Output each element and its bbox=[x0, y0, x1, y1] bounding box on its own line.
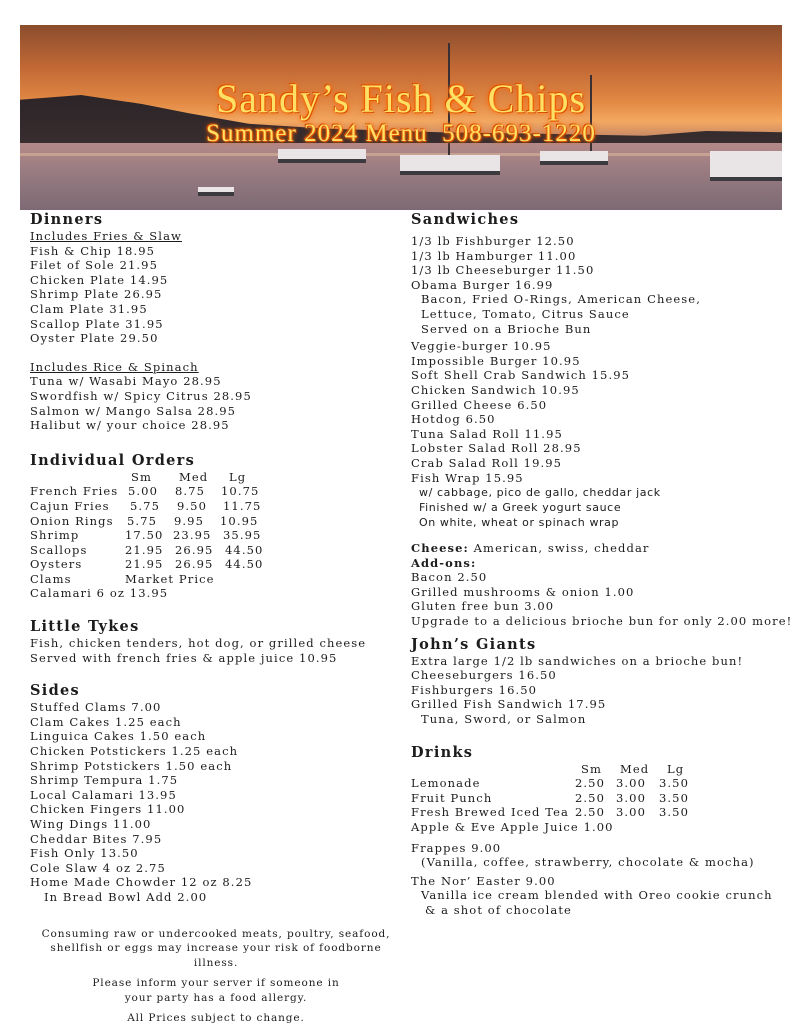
menu-item: 1/3 lb Cheeseburger 11.50 bbox=[411, 263, 595, 278]
col-med: Med bbox=[620, 761, 650, 776]
menu-item-desc: Lettuce, Tomato, Citrus Sauce bbox=[421, 306, 630, 321]
menu-item: Scallop Plate 31.95 bbox=[30, 316, 164, 331]
addon-item: Gluten free bun 3.00 bbox=[411, 599, 555, 614]
menu-item: Local Calamari 13.95 bbox=[30, 787, 177, 802]
menu-item: Impossible Burger 10.95 bbox=[411, 353, 581, 368]
food-safety-warning: shellfish or eggs may increase your risk of foodborne illness. bbox=[50, 942, 382, 969]
price-disclaimer: All Prices subject to change. bbox=[127, 1012, 305, 1024]
menu-item: Grilled Cheese 6.50 bbox=[411, 397, 548, 412]
moored-boat bbox=[400, 155, 500, 175]
col-lg: Lg bbox=[229, 469, 247, 484]
menu-item-desc: On white, wheat or spinach wrap bbox=[419, 516, 620, 530]
menu-item-desc: (Vanilla, coffee, strawberry, chocolate & mocha) bbox=[421, 855, 755, 870]
menu-item: Clam Cakes 1.25 each bbox=[30, 714, 182, 729]
price-row: Shrimp 17.50 23.95 35.95 bbox=[30, 528, 262, 543]
price-row: Clams Market Price bbox=[30, 571, 215, 586]
allergy-notice: Please inform your server if someone in bbox=[92, 977, 340, 990]
header-banner bbox=[20, 25, 782, 210]
food-safety-warning: Consuming raw or undercooked meats, poultry, seafood, bbox=[41, 927, 391, 940]
menu-item: Chicken Plate 14.95 bbox=[30, 272, 169, 287]
menu-item: Apple & Eve Apple Juice 1.00 bbox=[411, 820, 614, 834]
menu-item: Salmon w/ Mango Salsa 28.95 bbox=[30, 403, 237, 418]
sandwiches-heading: Sandwiches bbox=[411, 211, 520, 228]
cheese-options bbox=[411, 541, 791, 556]
menu-item-note: In Bread Bowl Add 2.00 bbox=[44, 889, 208, 904]
restaurant-title: Sandy’s Fish & Chips bbox=[215, 76, 587, 121]
dinners-subheading-rice: Includes Rice & Spinach bbox=[30, 359, 199, 374]
col-lg: Lg bbox=[667, 761, 685, 776]
individual-orders-heading: Individual Orders bbox=[30, 451, 196, 469]
price-row: Scallops 21.95 26.95 44.50 bbox=[30, 542, 264, 557]
menu-item: 1/3 lb Hamburger 11.00 bbox=[411, 248, 577, 263]
menu-item: Veggie-burger 10.95 bbox=[411, 339, 552, 354]
menu-item: Linguica Cakes 1.50 each bbox=[30, 729, 207, 744]
menu-item: Oyster Plate 29.50 bbox=[30, 331, 159, 346]
addon-item: Grilled mushrooms & onion 1.00 bbox=[411, 584, 635, 599]
menu-item: Chicken Potstickers 1.25 each bbox=[30, 744, 239, 759]
size-header-row bbox=[30, 470, 410, 485]
moored-boat bbox=[710, 151, 782, 181]
dinners-heading: Dinners bbox=[30, 211, 104, 228]
menu-item-desc: Finished w/ a Greek yogurt sauce bbox=[419, 501, 622, 515]
menu-item: Fish Only 13.50 bbox=[30, 846, 139, 861]
menu-item: Served with french fries & apple juice 10.95 bbox=[30, 650, 338, 665]
menu-item: Extra large 1/2 lb sandwiches on a brioche bun! bbox=[411, 653, 744, 668]
left-column bbox=[30, 210, 410, 1024]
price-row: Lemonade 2.50 3.00 3.50 bbox=[411, 776, 690, 791]
drinks-heading: Drinks bbox=[411, 743, 474, 761]
menu-item: Shrimp Tempura 1.75 bbox=[30, 773, 179, 788]
menu-item-desc: w/ cabbage, pico de gallo, cheddar jack bbox=[419, 486, 661, 500]
menu-item-desc: & a shot of chocolate bbox=[425, 902, 572, 917]
addon-item: Bacon 2.50 bbox=[411, 570, 488, 585]
cheese-label: Cheese: bbox=[411, 541, 469, 556]
menu-item: Fishburgers 16.50 bbox=[411, 682, 538, 697]
menu-item-desc: Bacon, Fried O-Rings, American Cheese, bbox=[421, 292, 701, 307]
col-med: Med bbox=[179, 469, 209, 484]
johns-giants-heading: John’s Giants bbox=[411, 635, 537, 653]
menu-item: Chicken Fingers 11.00 bbox=[30, 802, 186, 817]
dinners-subheading-fries: Includes Fries & Slaw bbox=[30, 229, 182, 243]
addon-item: Upgrade to a delicious brioche bun for only 2.00 more! bbox=[411, 614, 793, 629]
price-row: Cajun Fries 5.75 9.50 11.75 bbox=[30, 498, 262, 513]
menu-item: Fish, chicken tenders, hot dog, or grilled cheese bbox=[30, 636, 367, 651]
menu-item: Home Made Chowder 12 oz 8.25 bbox=[30, 875, 253, 890]
price-row: Oysters 21.95 26.95 44.50 bbox=[30, 557, 264, 572]
moored-boat bbox=[540, 151, 608, 165]
menu-item-desc: Tuna, Sword, or Salmon bbox=[421, 712, 587, 727]
menu-item: Tuna Salad Roll 11.95 bbox=[411, 426, 563, 441]
price-row: Onion Rings 5.75 9.95 10.95 bbox=[30, 513, 259, 528]
size-header-row bbox=[411, 762, 791, 777]
moored-boat bbox=[278, 149, 366, 163]
menu-item: Fish & Chip 18.95 bbox=[30, 243, 156, 258]
menu-item: Soft Shell Crab Sandwich 15.95 bbox=[411, 368, 631, 383]
little-tykes-heading: Little Tykes bbox=[30, 618, 140, 636]
menu-item: Cole Slaw 4 oz 2.75 bbox=[30, 860, 166, 875]
price-row: Fresh Brewed Iced Tea 2.50 3.00 3.50 bbox=[411, 805, 690, 820]
menu-item: Wing Dings 11.00 bbox=[30, 817, 152, 831]
menu-item-desc: Vanilla ice cream blended with Oreo cookie crunch bbox=[421, 888, 773, 903]
menu-item: Swordfish w/ Spicy Citrus 28.95 bbox=[30, 388, 252, 403]
menu-item: Fish Wrap 15.95 bbox=[411, 470, 524, 485]
dinghy bbox=[198, 187, 234, 196]
menu-item: Halibut w/ your choice 28.95 bbox=[30, 418, 230, 433]
menu-item: Cheddar Bites 7.95 bbox=[30, 831, 163, 846]
menu-item: Cheeseburgers 16.50 bbox=[411, 668, 557, 683]
menu-item: Filet of Sole 21.95 bbox=[30, 258, 159, 273]
menu-item: 1/3 lb Fishburger 12.50 bbox=[411, 234, 575, 248]
menu-subtitle-phone: Summer 2024 Menu 508-693-1220 bbox=[206, 120, 596, 147]
col-sm: Sm bbox=[131, 469, 152, 484]
menu-item: Chicken Sandwich 10.95 bbox=[411, 382, 580, 397]
menu-item: Calamari 6 oz 13.95 bbox=[30, 586, 169, 601]
menu-item: Shrimp Potstickers 1.50 each bbox=[30, 758, 233, 773]
addons-label: Add-ons: bbox=[411, 555, 477, 570]
menu-item: Hotdog 6.50 bbox=[411, 412, 496, 427]
menu-item-desc: Served on a Brioche Bun bbox=[421, 321, 592, 336]
menu-item: Tuna w/ Wasabi Mayo 28.95 bbox=[30, 374, 222, 389]
menu-item: Obama Burger 16.99 bbox=[411, 277, 554, 292]
sides-heading: Sides bbox=[30, 682, 81, 700]
price-row: Fruit Punch 2.50 3.00 3.50 bbox=[411, 790, 690, 805]
menu-item: Grilled Fish Sandwich 17.95 bbox=[411, 697, 607, 712]
allergy-notice: your party has a food allergy. bbox=[124, 991, 308, 1004]
price-row: French Fries 5.00 8.75 10.75 bbox=[30, 484, 260, 499]
menu-item: Clam Plate 31.95 bbox=[30, 301, 148, 316]
right-column bbox=[411, 210, 791, 918]
col-sm: Sm bbox=[581, 761, 602, 776]
menu-item: The Nor’ Easter 9.00 bbox=[411, 873, 556, 888]
menu-item: Shrimp Plate 26.95 bbox=[30, 287, 163, 302]
menu-item: Stuffed Clams 7.00 bbox=[30, 700, 162, 715]
menu-item: Crab Salad Roll 19.95 bbox=[411, 455, 563, 470]
cheese-text: American, swiss, cheddar bbox=[473, 541, 650, 556]
menu-item: Frappes 9.00 bbox=[411, 840, 502, 855]
menu-item: Lobster Salad Roll 28.95 bbox=[411, 441, 582, 456]
